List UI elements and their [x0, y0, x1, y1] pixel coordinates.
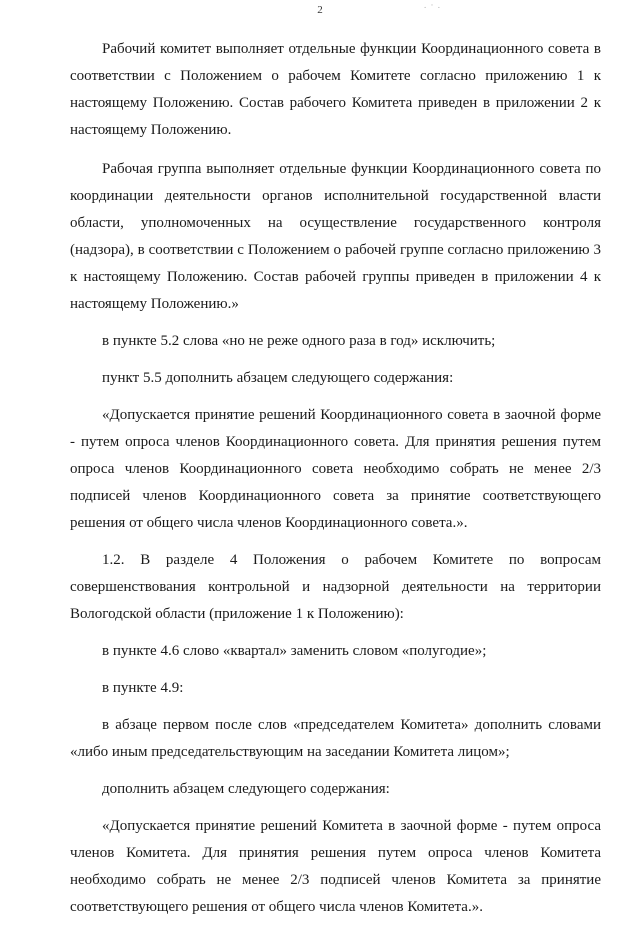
document-body	[70, 36, 601, 936]
paragraph-absentee-voting-committee: «Допускается принятие решений Комитета в заочной форме - путем опроса членов Комитета. Для принятия решения путем опроса членов Комитета необходимо собрать не менее 2/3 подписей членов Комитета за принятие соответствующего решения от общего числа членов Комитета.».	[70, 818, 601, 915]
paragraph-item-4-9: в пункте 4.9:	[102, 680, 184, 696]
paragraph-first-abzac: в абзаце первом после слов «председателем Комитета» дополнить словами «либо иным председательствующим на заседании Комитета лицом»;	[70, 717, 601, 760]
paragraph-section-1-2: 1.2. В разделе 4 Положения о рабочем Комитете по вопросам совершенствования контрольной и надзорной деятельности на территории Вологодской области (приложение 1 к Положению):	[70, 552, 601, 622]
paragraph-working-committee: Рабочий комитет выполняет отдельные функции Координационного совета в соответствии с Положением о рабочем Комитете согласно приложению 1 к настоящему Положению. Состав рабочего Комитета приведен в приложении 2 к настоящему Положению.	[70, 41, 601, 138]
paragraph-item-5-5: пункт 5.5 дополнить абзацем следующего содержания:	[102, 370, 454, 386]
paragraph-add-abzac: дополнить абзацем следующего содержания:	[102, 781, 390, 797]
paragraph-item-5-2: в пункте 5.2 слова «но не реже одного раза в год» исключить;	[102, 333, 496, 349]
page-number: 2	[317, 4, 323, 16]
paragraph-absentee-voting-council: «Допускается принятие решений Координационного совета в заочной форме - путем опроса членов Координационного совета. Для принятия решения путем опроса членов Координационного совета необходимо собрать не менее 2/3 подписей членов Координационного совета за принятие соответствующего решения от общего числа членов Координационного совета.».	[70, 407, 601, 531]
paragraph-item-4-6: в пункте 4.6 слово «квартал» заменить словом «полугодие»;	[102, 643, 487, 659]
scan-mark: . · .	[424, 0, 441, 10]
paragraph-working-group: Рабочая группа выполняет отдельные функции Координационного совета по координации деятельности органов исполнительной государственной власти области, уполномоченных на осуществление государственного контроля (надзора), в соответствии с Положением о рабочей группе согласно приложению 3 к настоящему Положению. Состав рабочей группы приведен в приложении 4 к настоящему Положению.»	[70, 161, 601, 312]
